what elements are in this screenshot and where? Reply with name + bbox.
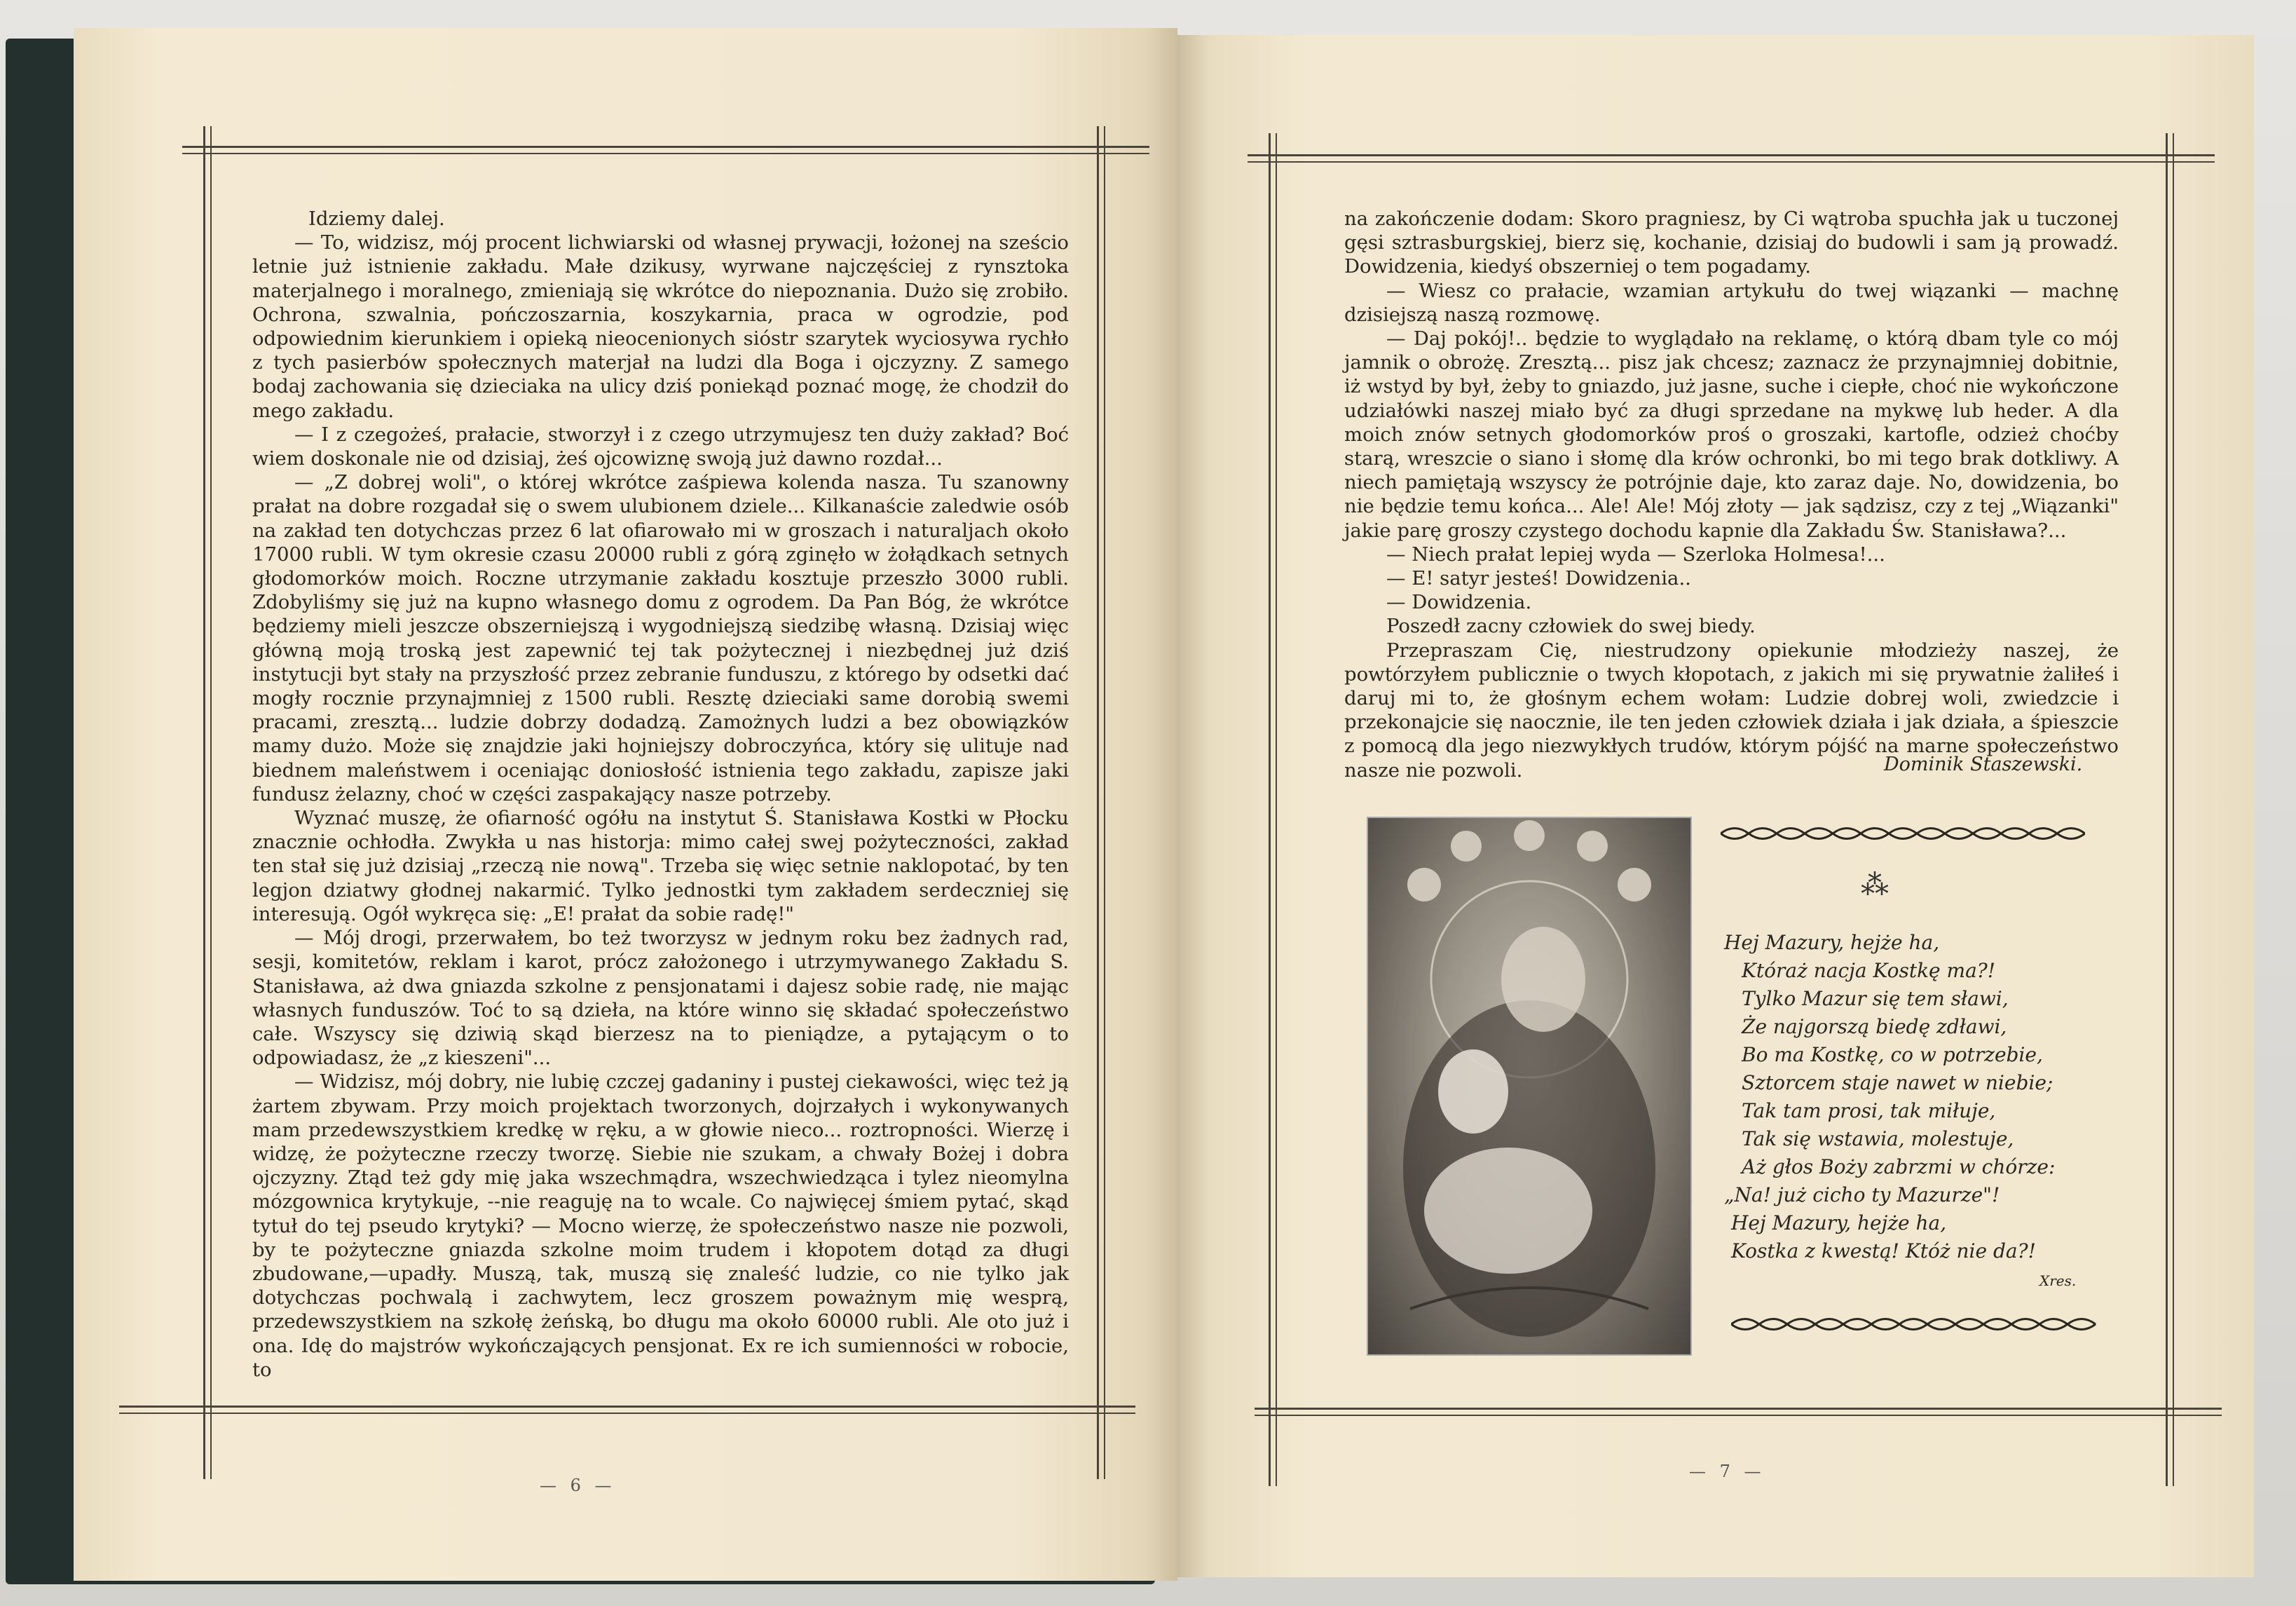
engraving-icon (1368, 818, 1690, 1354)
bottom-rule (1255, 1408, 2222, 1410)
ornament-bottom-icon (1731, 1312, 2103, 1336)
poem-line: Tak tam prosi, tak miłuje, (1742, 1099, 1996, 1122)
left-rule-inner (1276, 133, 1277, 1486)
bottom-rule-inner (119, 1413, 1135, 1414)
poem-line: Hej Mazury, hejże ha, (1724, 931, 1940, 954)
paragraph: — To, widzisz, mój procent lichwiarski od własnej prywacji, łożonej na sześcio letnie już istnienie zakładu. Małe dzikusy, wyrwane najczęściej z rynsztoka materjalnego i moralnego, zmieniają się wkrótce do niepoznania. Dużo się zrobiło. Ochrona, szwalnia, pończoszarnia, koszykarnia, praca w ogrodzie, pod odpowiednim kierunkiem i opieką nieocenionych sióstr szarytek wyciosywa rychło z tych pasierbów społecznych materjał na ludzi dla Boga i ojczyzny. Z samego bodaj zachowania się dzieciaka na ulicy dziś poniekąd poznać mogę, że chodził do mego zakładu. (252, 231, 1069, 422)
top-rule-inner (182, 153, 1149, 154)
poem-author: Xres. (2039, 1272, 2077, 1289)
paragraph: Poszedł zacny człowiek do swej biedy. (1386, 615, 1756, 638)
paragraph: Wyznać muszę, że ofiarność ogółu na instytut Ś. Stanisława Kostki w Płocku znacznie ochłodła. Zwykła u nas historja: mimo całej swej pożyteczności, zakład ten stał się już dzisiaj „rzeczą nie nową". Trzeba się więc setnie naklopotać, by ten legjon dziatwy głodnej nakarmić. Tylko jednostki tym zakładem serdeczniej się interesują. Ogół wykręca się: „E! prałat da sobie radę!" (252, 807, 1069, 925)
paragraph: — Mój drogi, przerwałem, bo też tworzysz w jednym roku bez żadnych rad, sesji, komitetów, reklam i karot, prócz założonego i utrzymywanego Zakładu S. Stanisława, aż dwa gniazda szkolne z pensjonatami i dajesz sobie radę, nie mając własnych funduszów. Toć to są dzieła, na które winno się składać społeczeństwo całe. Wszyscy się dziwią skąd bierzesz na to pieniądze, a pytającym o to odpowiadasz, że „z kieszeni"... (252, 927, 1069, 1070)
poem-line: Sztorcem staje nawet w niebie; (1742, 1071, 2054, 1094)
paragraph: — Daj pokój!.. będzie to wyglądało na reklamę, o którą dbam tyle co mój jamnik o obrożę. Zresztą... pisz jak chcesz; zaznacz że przynajmniej dobitnie, iż wstyd by był, żeby to gniazdo, już jasne, suche i ciepłe, choć nie wykończone udziałówki naszej miało być za długi sprzedane na mykwę lub heder. A dla moich znów setnych głodomorków proś o groszaki, kartofle, odzież choćby starą, wreszcie o siano i słomę dla krów ochronki, bo mi tego brak dotkliwy. A niech pamiętają wszyscy że potrójnie daje, kto zaraz daje. No, dowidzenia, bo nie będzie temu końca... Ale! Ale! Mój złoty — jak sądzisz, czy z tej „Wiązanki" jakie parę groszy czystego dochodu kapnie dla Zakładu Św. Stanisława?... (1344, 327, 2119, 542)
paragraph: Idziemy dalej. (308, 207, 445, 230)
poem-line: Że najgorszą biedę zdławi, (1742, 1015, 2007, 1038)
paragraph: — „Z dobrej woli", o której wkrótce zaśpiewa kolenda nasza. Tu szanowny prałat na dobre rozgadał się o swem ulubionem dziele... Kilkanaście zaledwie osób na zakład ten dotychczas przez 6 lat ofiarowało mi w groszach i naturaljach około 17000 rubli. W tym okresie czasu 20000 rubli z górą zginęło w żołądkach setnych głodomorków moich. Roczne utrzymanie zakładu kosztuje przeszło 3000 rubli. Zdobyliśmy się już na kupno własnego domu z ogrodem. Da Pan Bóg, że wkrótce będziemy mieli jeszcze obszerniejszą i wygodniejszą siedzibę własną. Dzisiaj więc główną moją troską jest zapewnić tej tak pożytecznej i niezbędnej już dziś instytucji byt stały na przyszłość przez zebranie funduszu, z którego by odsetki dać mogły rocznie przynajmniej z 1500 rubli. Resztę dzieciaki same dorobią swemi pracami, zresztą... ludzie dobrzy dodadzą. Zamożnych ludzi a bez obowiązków mamy dużo. Może się znajdzie jaki hojniejszy dobroczyńca, który się ulituje nad biednem maleństwem i oceniając doniosłość istnienia tego zakładu, zapisze jaki fundusz żelazny, choć w części zaspakający nasze potrzeby. (252, 471, 1069, 805)
bottom-rule (119, 1406, 1135, 1408)
top-rule (1248, 154, 2215, 156)
page-number: — 7 — (1689, 1462, 1765, 1481)
ornament-top-icon (1721, 822, 2085, 845)
paragraph: — Wiesz co prałacie, wzamian artykułu do twej wiązanki — machnę dzisiejszą naszą rozmowę. (1344, 279, 2119, 326)
poem-line: Bo ma Kostkę, co w potrzebie, (1742, 1043, 2043, 1066)
left-rule (203, 126, 205, 1479)
top-rule (182, 146, 1149, 148)
right-page (1177, 35, 2254, 1577)
signature: Dominik Staszewski. (1884, 754, 2083, 775)
bottom-rule-inner (1255, 1415, 2222, 1416)
right-page-text (1344, 207, 2119, 782)
poem-line: Tak się wstawia, molestuje, (1742, 1127, 2014, 1150)
paragraph: — Dowidzenia. (1386, 591, 1532, 614)
paragraph: na zakończenie dodam: Skoro pragniesz, by Ci wątroba spuchła jak u tuczonej gęsi sztrasburgskiej, bierz się, kochanie, dzisiaj do budowli i sam ją prowadź. Dowidzenia, kiedyś obszerniej o tem pogadamy. (1344, 207, 2119, 278)
left-page (74, 28, 1177, 1581)
paragraph: — Widzisz, mój dobry, nie lubię czczej gadaniny i pustej ciekawości, więc też ją żartem zbywam. Przy moich projektach tworzonych, dojrzałych i wykonywanych mam przedewszystkiem kredkę w ręku, a w głowie nieco... roztropności. Wierzę i widzę, że pożyteczne rzeczy tworzę. Siebie nie szukam, a chwały Bożej i dobra ojczyzny. Ztąd też gdy mię jaka wszechmądra, wszechwiedząca i tylez nieomylna mózgownica krytykuje, --nie reaguję na to wcale. Co najwięcej śmiem pytać, skąd tytuł do tej pseudo krytyki? — Mocno wierzę, że społeczeństwo nasze nie pozwoli, by te pożyteczne gniazda szkolne moim trudem i kłopotem dotąd za długi zbudowane,—upadły. Muszą, tak, muszą się znaleść ludzie, co nie tylko jak dotychczas pochwalą i zachwytem, lecz groszem poważnym mię wesprą, przedewszystkiem na szkołę żeńską, bo długu ma około 60000 rubli. Ale oto już i ona. Idę do majstrów wykończających pensjonat. Ex re ich sumienności w robocie, to (252, 1070, 1069, 1381)
poem (1724, 929, 2055, 1265)
left-rule-inner (210, 126, 212, 1479)
poem-line: Aż głos Boży zabrzmi w chórze: (1742, 1155, 2056, 1178)
left-page-text (252, 207, 1069, 1382)
paragraph: — E! satyr jesteś! Dowidzenia.. (1386, 567, 1691, 590)
poem-line: Kostka z kwestą! Któż nie da?! (1731, 1239, 2036, 1263)
page-number: — 6 — (540, 1476, 616, 1495)
right-rule-inner (1104, 126, 1105, 1479)
right-rule (1097, 126, 1099, 1479)
poem-line: Tylko Mazur się tem sławi, (1742, 987, 2009, 1010)
paragraph: Przepraszam Cię, niestrudzony opiekunie młodzieży naszej, że powtórzyłem publicznie o twych kłopotach, z jakich mi się prywatnie żaliłeś i daruj mi to, że głośnym echem wołam: Ludzie dobrej woli, zwiedzcie i przekonajcie się naocznie, ile ten jeden człowiek działa i jak działa, a śpieszcie z pomocą dla jego niezwykłych trudów, którym pójść na marne społeczeństwo nasze nie pozwoli. (1344, 639, 2119, 782)
left-rule (1269, 133, 1271, 1486)
poem-line: Któraż nacja Kostkę ma?! (1742, 959, 1996, 982)
right-rule (2166, 133, 2168, 1486)
right-rule-inner (2173, 133, 2174, 1486)
paragraph: — Niech prałat lepiej wyda — Szerloka Holmesa!... (1386, 543, 1885, 566)
paragraph: — I z czegożeś, prałacie, stworzył i z czego utrzymujesz ten duży zakład? Boć wiem doskonale nie od dzisiaj, żeś ojcowiznę swoją już dawno rozdał... (252, 423, 1069, 470)
poem-line: „Na! już cicho ty Mazurze"! (1724, 1183, 2000, 1206)
top-rule-inner (1248, 161, 2215, 163)
asterism: ⁂ (1861, 869, 1889, 901)
saint-illustration-icon (1367, 817, 1692, 1356)
poem-line: Hej Mazury, hejże ha, (1731, 1211, 1947, 1234)
